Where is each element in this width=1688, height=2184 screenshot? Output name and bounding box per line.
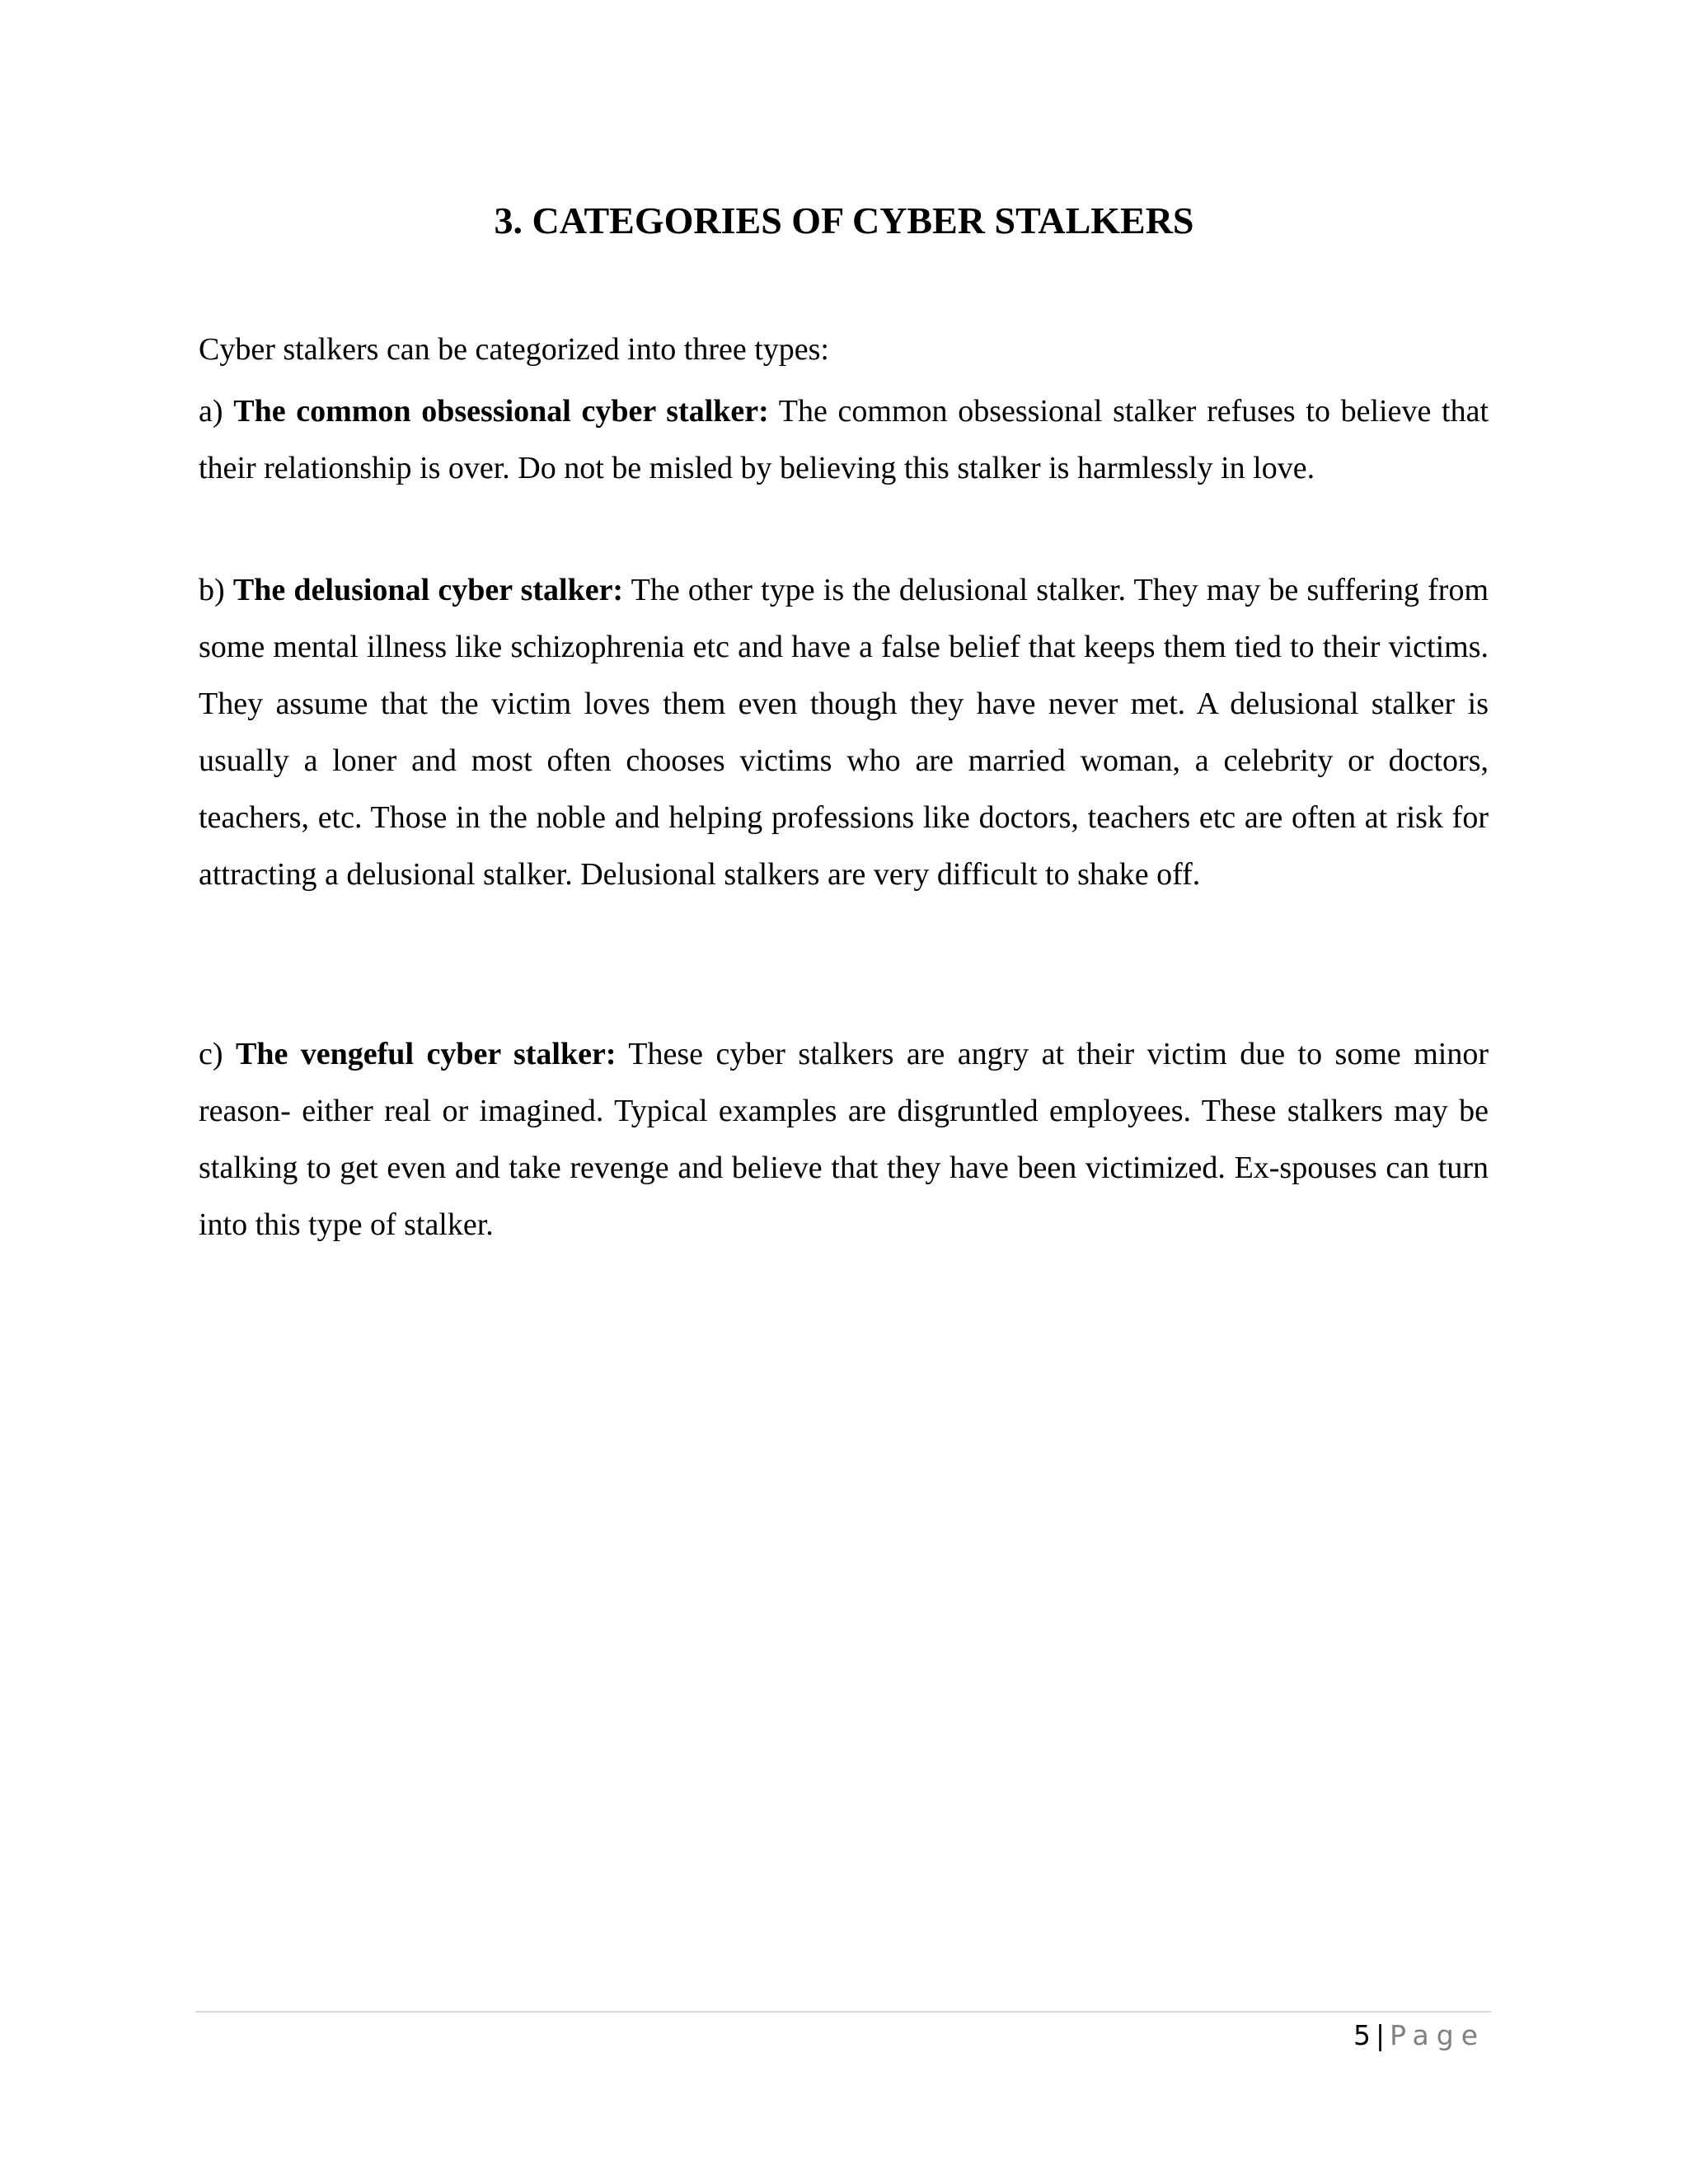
page-footer (1353, 2015, 1485, 2056)
footer-divider (195, 2011, 1491, 2013)
paragraph-prefix: a) (199, 394, 234, 429)
page-number: 5 (1353, 2019, 1371, 2051)
paragraph-label: The vengeful cyber stalker: (235, 1037, 617, 1071)
page-word: Page (1390, 2019, 1485, 2051)
paragraph-label: The delusional cyber stalker: (232, 573, 624, 607)
paragraph-body: The other type is the delusional stalker. They may be suffering from some mental illness like schizophrenia etc and have a false belief that keeps them tied to their victims. They assume that the victim loves them even though they have never met. A delusional stalker is usually a loner and most often chooses victims who are married woman, a celebrity or doctors, teachers, etc. Those in the noble and helping professions like doctors, teachers etc are often at risk for attracting a delusional stalker. Delusional stalkers are very difficult to shake off. (199, 573, 1489, 892)
page-title: 3. CATEGORIES OF CYBER STALKERS (494, 199, 1194, 241)
paragraph-body: These cyber stalkers are angry at their victim due to some minor reason- either real or imagined. Typical examples are disgruntled employees. These stalkers may be stalking to get even and take revenge and believe that they have been victimized. Ex-spouses can turn into this type of stalker. (199, 1037, 1489, 1242)
page-separator: | (1375, 2019, 1386, 2051)
paragraph-vengeful (199, 1026, 1489, 1254)
paragraph-body: The common obsessional stalker refuses to believe that their relationship is over. Do not be misled by believing this stalker is harmlessly in love. (199, 394, 1489, 485)
paragraph-prefix: c) (199, 1037, 236, 1071)
intro-text: Cyber stalkers can be categorized into three types: (199, 332, 829, 367)
paragraph-common-obsessional (199, 383, 1489, 497)
paragraph-prefix: b) (199, 573, 233, 607)
paragraph-delusional (199, 562, 1489, 903)
paragraph-label: The common obsessional cyber stalker: (233, 394, 769, 429)
